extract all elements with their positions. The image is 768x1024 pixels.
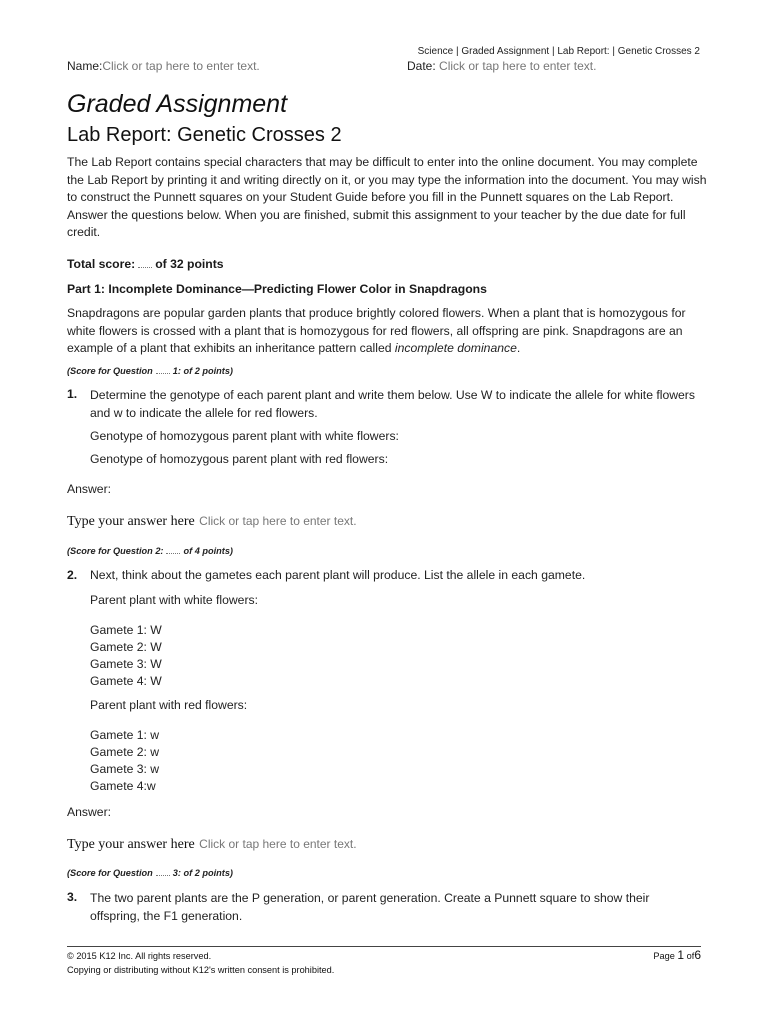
name-label: Name: xyxy=(67,59,103,73)
q3-score-field[interactable] xyxy=(156,875,170,876)
total-score-label: Total score: xyxy=(67,257,136,271)
q2-red-label: Parent plant with red flowers: xyxy=(90,698,248,712)
q2-white-gamete: Gamete 4: W xyxy=(90,674,162,688)
q3-number: 3. xyxy=(67,890,78,904)
q1-score-suffix: 1: of 2 points) xyxy=(172,366,233,376)
q3-score-line xyxy=(67,868,233,878)
part1-text-italic: incomplete dominance xyxy=(394,341,517,356)
q2-white-gamete: Gamete 1: W xyxy=(90,623,162,637)
footer-page-number xyxy=(653,948,701,962)
page-of-label: of xyxy=(686,951,695,961)
q1-answer-prompt: Type your answer here xyxy=(67,514,195,529)
name-field[interactable]: Click or tap here to enter text. xyxy=(102,59,260,73)
header-breadcrumb: Science | Graded Assignment | Lab Report: | Genetic Crosses 2 xyxy=(417,46,700,57)
q2-white-gamete: Gamete 3: W xyxy=(90,657,162,671)
q2-score-line xyxy=(67,546,233,556)
date-label: Date: xyxy=(407,59,436,73)
q2-answer-label: Answer: xyxy=(67,805,112,819)
q3-text: The two parent plants are the P generation, or parent generation. Create a Punnett square to show their offspring, the F1 generation. xyxy=(90,891,650,923)
q2-score-prefix: (Score for Question 2: xyxy=(67,546,164,556)
footer-divider xyxy=(67,946,701,947)
q2-score-suffix: of 4 points) xyxy=(183,546,233,556)
q1-line-red: Genotype of homozygous parent plant with red flowers: xyxy=(90,452,389,466)
q1-score-field[interactable] xyxy=(156,373,170,374)
total-score-field[interactable] xyxy=(138,267,152,268)
page-total: 6 xyxy=(694,948,701,962)
q1-number: 1. xyxy=(67,387,78,401)
q1-score-prefix: (Score for Question xyxy=(67,366,153,376)
date-row xyxy=(407,59,596,73)
part1-heading: Part 1: Incomplete Dominance—Predicting Flower Color in Snapdragons xyxy=(67,282,487,296)
q1-answer-label: Answer: xyxy=(67,482,112,496)
q2-red-gamete: Gamete 3: w xyxy=(90,762,160,776)
part1-paragraph xyxy=(67,305,707,358)
q2-white-label: Parent plant with white flowers: xyxy=(90,593,258,607)
total-score-suffix: of 32 points xyxy=(155,257,224,271)
q2-red-gamete: Gamete 1: w xyxy=(90,728,160,742)
part1-text: Snapdragons are popular garden plants that produce brightly colored flowers. When a plant that is homozygous for white flowers is crossed with a plant that is homozygous for red flowers, all offspring are pink. Snapdragons are an example of a plant that exhibits an inheritance pattern called xyxy=(67,306,686,356)
q1-score-line xyxy=(67,366,233,376)
page-title: Graded Assignment xyxy=(67,90,288,118)
q1-answer-field[interactable]: Click or tap here to enter text. xyxy=(199,514,357,528)
q2-answer-field[interactable]: Click or tap here to enter text. xyxy=(199,837,357,851)
date-field[interactable]: Click or tap here to enter text. xyxy=(439,59,597,73)
q2-score-field[interactable] xyxy=(166,553,180,554)
q2-answer-row xyxy=(67,835,357,853)
q3-score-prefix: (Score for Question xyxy=(67,868,153,878)
q2-answer-prompt: Type your answer here xyxy=(67,837,195,852)
part1-text-end: . xyxy=(516,341,521,356)
intro-paragraph: The Lab Report contains special characters that may be difficult to enter into the online document. You may complete the Lab Report by printing it and writing directly on it, or you may type the information into the document. You may wish to construct the Punnett squares on your Student Guide before you fill in the Punnett squares on the Lab Report. Answer the questions below. When you are finished, submit this assignment to your teacher by the due date for full credit. xyxy=(67,155,707,240)
q1-line-white: Genotype of homozygous parent plant with white flowers: xyxy=(90,429,399,443)
q2-white-gamete: Gamete 2: W xyxy=(90,640,162,654)
page-label: Page xyxy=(653,951,675,961)
q1-text: Determine the genotype of each parent plant and write them below. Use W to indicate the allele for white flowers and w to indicate the allele for red flowers. xyxy=(90,388,695,420)
q2-text: Next, think about the gametes each parent plant will produce. List the allele in each gamete. xyxy=(90,568,586,582)
page-subtitle: Lab Report: Genetic Crosses 2 xyxy=(67,124,342,146)
page-current: 1 xyxy=(677,948,685,962)
total-score xyxy=(67,257,224,271)
q3-score-suffix: 3: of 2 points) xyxy=(172,868,233,878)
q1-answer-row xyxy=(67,512,357,530)
name-row xyxy=(67,59,260,73)
footer-notice: Copying or distributing without K12's written consent is prohibited. xyxy=(67,965,335,975)
q2-number: 2. xyxy=(67,568,78,582)
q2-red-gamete: Gamete 4:w xyxy=(90,779,156,793)
q2-red-gamete: Gamete 2: w xyxy=(90,745,160,759)
footer-copyright: © 2015 K12 Inc. All rights reserved. xyxy=(67,951,212,961)
